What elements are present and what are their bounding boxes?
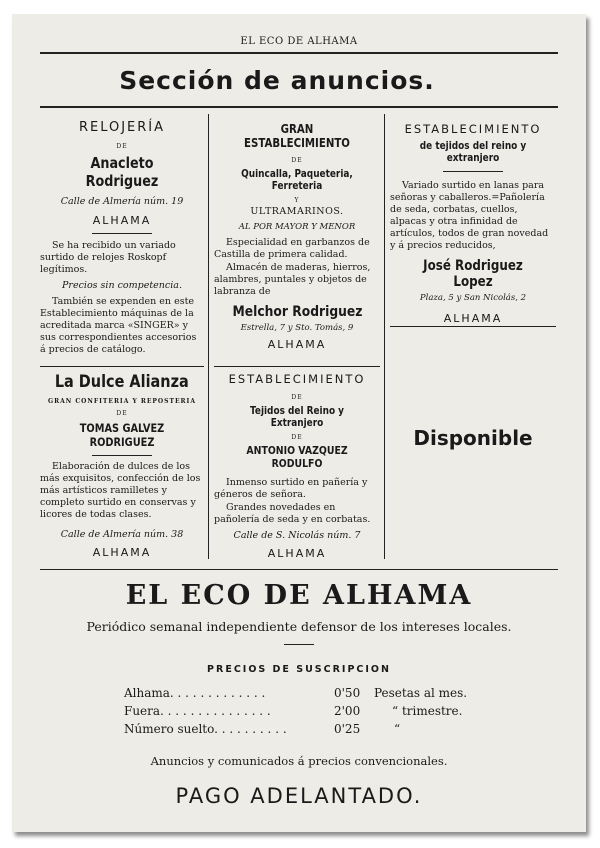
- relojeria-town: ALHAMA: [92, 214, 152, 227]
- short-rule: [443, 171, 503, 172]
- dulce-alianza-ad: [40, 372, 204, 559]
- melchor-town: ALHAMA: [267, 338, 327, 351]
- eco-title: EL ECO DE ALHAMA: [125, 580, 473, 611]
- col1-separator: [40, 366, 204, 367]
- available-label: Disponible: [413, 426, 533, 450]
- short-rule: [92, 455, 152, 456]
- jose-address: Plaza, 5 y San Nicolás, 2: [419, 293, 527, 303]
- prices-heading: PRECIOS DE SUSCRIPCION: [207, 664, 391, 675]
- col2-separator: [214, 366, 380, 367]
- gran-establecimiento-heading: GRAN ESTABLECIMIENTO: [244, 122, 350, 150]
- establecimiento-heading: ESTABLECIMIENTO: [404, 122, 542, 136]
- section-title: Sección de anuncios.: [119, 66, 435, 95]
- quincalla-kinds: Quincalla, Paqueteria, Ferreteria: [241, 168, 353, 192]
- de-label: DE: [291, 394, 303, 401]
- short-rule: [92, 233, 152, 234]
- de-label: DE: [291, 157, 303, 164]
- col3-separator: [390, 326, 556, 327]
- price-label: Fuera: [124, 704, 161, 718]
- relojeria-body-1: Se ha recibido un variado surtido de relojes Roskopf legítimos.: [40, 240, 176, 275]
- dulce-alianza-subtitle: GRAN CONFITERIA Y REPOSTERIA: [48, 398, 196, 405]
- price-value: 2'00: [334, 704, 361, 718]
- relojeria-heading: RELOJERÍA: [78, 120, 166, 135]
- relojeria-address: Calle de Almería núm. 19: [60, 196, 184, 207]
- price-note: “: [394, 722, 401, 736]
- relojeria-body-2: También se expenden en este Establecimiento máquinas de la acreditada marca «SINGER» y sus correspondientes accesorios á precios de catálogo.: [40, 296, 197, 355]
- price-row-alhama: Alhama. . . . . . . . . . . . .: [124, 686, 266, 700]
- melchor-body-2: Almacén de maderas, hierros, alambres, puntales y objetos de labranza de: [214, 262, 371, 297]
- dulce-alianza-address: Calle de Almería núm. 38: [60, 529, 184, 540]
- ultramarinos-label: ULTRAMARINOS.: [250, 206, 344, 217]
- vazquez-body-2: Grandes novedades en pañolería de seda y en corbatas.: [214, 502, 371, 525]
- jose-body: Variado surtido en lanas para señoras y caballeros.=Pañolería de seda, corbatas, cuellos, alpacas y otra infinidad de artículos, todos de gran novedad y á precios reducidos,: [390, 180, 549, 251]
- column-divider-2: [384, 114, 385, 559]
- melchor-name: Melchor Rodriguez: [232, 304, 362, 320]
- price-note: Pesetas al mes.: [374, 686, 468, 700]
- column-1: [40, 120, 204, 356]
- tejidos-kinds: Tejidos del Reino y Extranjero: [249, 405, 345, 429]
- wholesale-label: AL POR MAYOR Y MENOR: [238, 222, 356, 232]
- short-rule: [284, 644, 314, 645]
- section-rule: [40, 106, 558, 108]
- tejidos-reino-kinds: de tejidos del reino y extranjero: [419, 140, 527, 164]
- price-row-numero: Número suelto. . . . . . . . . .: [124, 722, 287, 736]
- available-slot: [390, 426, 556, 450]
- de-label: DE: [291, 434, 303, 441]
- payment-note: PAGO ADELANTADO.: [175, 784, 423, 808]
- melchor-body-1: Especialidad en garbanzos de Castilla de primera calidad.: [214, 237, 370, 260]
- dulce-alianza-body: Elaboración de dulces de los más exquisitos, confección de los más artísticos ramilletes y completo surtido en conservas y licores de todas clases.: [40, 461, 201, 520]
- tomas-galvez-name: TOMAS GALVEZ RODRIGUEZ: [79, 421, 165, 449]
- eco-subtitle: Periódico semanal independiente defensor de los intereses locales.: [86, 619, 512, 634]
- newspaper-page: [12, 14, 586, 832]
- price-note: “ trimestre.: [392, 704, 463, 718]
- ads-note: Anuncios y comunicados á precios convencionales.: [150, 754, 448, 768]
- price-label: Alhama: [124, 686, 170, 700]
- vazquez-address: Calle de S. Nicolás núm. 7: [233, 530, 361, 541]
- price-value: 0'25: [334, 722, 361, 736]
- vazquez-body-1: Inmenso surtido en pañería y géneros de señora.: [214, 477, 368, 500]
- price-value: 0'50: [334, 686, 361, 700]
- relojeria-tagline: Precios sin competencia.: [62, 280, 182, 291]
- de-label: DE: [116, 410, 128, 417]
- establecimiento-heading: ESTABLECIMIENTO: [228, 372, 366, 386]
- vazquez-ad: [214, 372, 380, 560]
- newspaper-header: EL ECO DE ALHAMA: [240, 36, 358, 47]
- vazquez-name: ANTONIO VAZQUEZ RODULFO: [246, 444, 348, 470]
- melchor-address: Estrella, 7 y Sto. Tomás, 9: [240, 323, 354, 333]
- vazquez-town: ALHAMA: [267, 547, 327, 560]
- jose-town: ALHAMA: [443, 312, 503, 325]
- footer-rule: [40, 569, 558, 570]
- dulce-alianza-name: La Dulce Alianza: [55, 372, 189, 392]
- anacleto-name: Anacleto Rodriguez: [85, 154, 159, 190]
- price-row-fuera: Fuera. . . . . . . . . . . . . . .: [124, 704, 271, 718]
- header-rule: [40, 52, 558, 54]
- y-label: Y: [294, 197, 300, 204]
- dulce-alianza-town: ALHAMA: [92, 546, 152, 559]
- price-label: Número suelto: [124, 722, 215, 736]
- column-3: [390, 122, 556, 325]
- column-2: [214, 122, 380, 351]
- jose-name: José Rodriguez Lopez: [423, 258, 523, 290]
- de-label: DE: [116, 143, 128, 150]
- column-divider-1: [208, 114, 209, 559]
